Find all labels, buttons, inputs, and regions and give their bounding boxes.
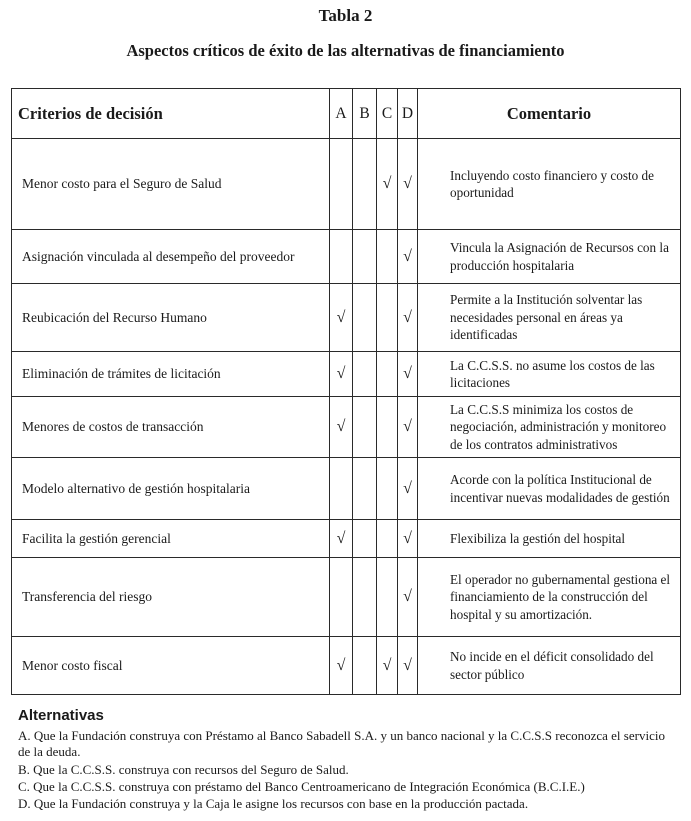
mark-c — [377, 284, 398, 352]
mark-c: √ — [377, 637, 398, 695]
mark-d: √ — [398, 458, 418, 520]
criteria-cell: Transferencia del riesgo — [12, 558, 330, 637]
header-comment: Comentario — [418, 89, 681, 139]
mark-c — [377, 397, 398, 458]
mark-c — [377, 458, 398, 520]
table-row — [12, 352, 681, 397]
mark-b — [353, 458, 377, 520]
mark-d: √ — [398, 230, 418, 284]
criteria-cell: Reubicación del Recurso Humano — [12, 284, 330, 352]
mark-a — [330, 230, 353, 284]
mark-b — [353, 139, 377, 230]
table-row — [12, 558, 681, 637]
criteria-table — [11, 88, 681, 695]
mark-d: √ — [398, 637, 418, 695]
criteria-cell: Menor costo fiscal — [12, 637, 330, 695]
table-row — [12, 520, 681, 558]
comment-cell: Permite a la Institución solventar las necesidades personal en áreas ya identificadas — [418, 284, 681, 352]
mark-b — [353, 352, 377, 397]
mark-c — [377, 352, 398, 397]
comment-cell: Flexibiliza la gestión del hospital — [418, 520, 681, 558]
table-number: Tabla 2 — [318, 6, 373, 25]
mark-b — [353, 520, 377, 558]
mark-b — [353, 284, 377, 352]
alternative-c: C. Que la C.C.S.S. construya con préstamo del Banco Centroamericano de Integración Económica (B.C.I.E.) — [18, 779, 585, 794]
comment-cell: Acorde con la política Institucional de incentivar nuevas modalidades de gestión — [418, 458, 681, 520]
comment-cell: La C.C.S.S minimiza los costos de negociación, administración y monitoreo de los contratos administrativos — [418, 397, 681, 458]
mark-a: √ — [330, 637, 353, 695]
comment-cell: Incluyendo costo financiero y costo de oportunidad — [418, 139, 681, 230]
criteria-cell: Menor costo para el Seguro de Salud — [12, 139, 330, 230]
mark-b — [353, 230, 377, 284]
mark-d: √ — [398, 558, 418, 637]
header-b: B — [353, 89, 377, 139]
mark-a — [330, 139, 353, 230]
mark-b — [353, 558, 377, 637]
mark-d: √ — [398, 397, 418, 458]
criteria-cell: Eliminación de trámites de licitación — [12, 352, 330, 397]
criteria-cell: Facilita la gestión gerencial — [12, 520, 330, 558]
table-row — [12, 458, 681, 520]
table-row — [12, 637, 681, 695]
mark-d: √ — [398, 520, 418, 558]
header-a: A — [330, 89, 353, 139]
table-row — [12, 397, 681, 458]
alternative-a: A. Que la Fundación construya con Préstamo al Banco Sabadell S.A. y un banco nacional y la C.C.S.S reconozca el servicio de la deuda. — [18, 728, 665, 759]
header-criteria: Criterios de decisión — [12, 89, 330, 139]
table-title: Aspectos críticos de éxito de las alternativas de financiamiento — [126, 41, 565, 60]
mark-a: √ — [330, 397, 353, 458]
table-row — [12, 284, 681, 352]
criteria-cell: Menores de costos de transacción — [12, 397, 330, 458]
table-row — [12, 139, 681, 230]
mark-d: √ — [398, 352, 418, 397]
comment-cell: No incide en el déficit consolidado del sector público — [418, 637, 681, 695]
mark-a — [330, 458, 353, 520]
mark-a: √ — [330, 284, 353, 352]
mark-c — [377, 230, 398, 284]
criteria-cell: Asignación vinculada al desempeño del proveedor — [12, 230, 330, 284]
mark-b — [353, 397, 377, 458]
mark-a — [330, 558, 353, 637]
comment-cell: La C.C.S.S. no asume los costos de las licitaciones — [418, 352, 681, 397]
mark-d: √ — [398, 284, 418, 352]
alternatives-title: Alternativas — [18, 707, 104, 724]
mark-c: √ — [377, 139, 398, 230]
alternative-d: D. Que la Fundación construya y la Caja le asigne los recursos con base en la producción pactada. — [18, 796, 529, 811]
table-row — [12, 230, 681, 284]
header-d: D — [398, 89, 418, 139]
comment-cell: Vincula la Asignación de Recursos con la producción hospitalaria — [418, 230, 681, 284]
mark-a: √ — [330, 352, 353, 397]
mark-c — [377, 520, 398, 558]
criteria-cell: Modelo alternativo de gestión hospitalaria — [12, 458, 330, 520]
mark-c — [377, 558, 398, 637]
mark-b — [353, 637, 377, 695]
mark-a: √ — [330, 520, 353, 558]
alternative-b: B. Que la C.C.S.S. construya con recursos del Seguro de Salud. — [18, 762, 349, 777]
comment-cell: El operador no gubernamental gestiona el financiamiento de la construcción del hospital y su amortización. — [418, 558, 681, 637]
mark-d: √ — [398, 139, 418, 230]
table-header-row — [12, 89, 681, 139]
header-c: C — [377, 89, 398, 139]
